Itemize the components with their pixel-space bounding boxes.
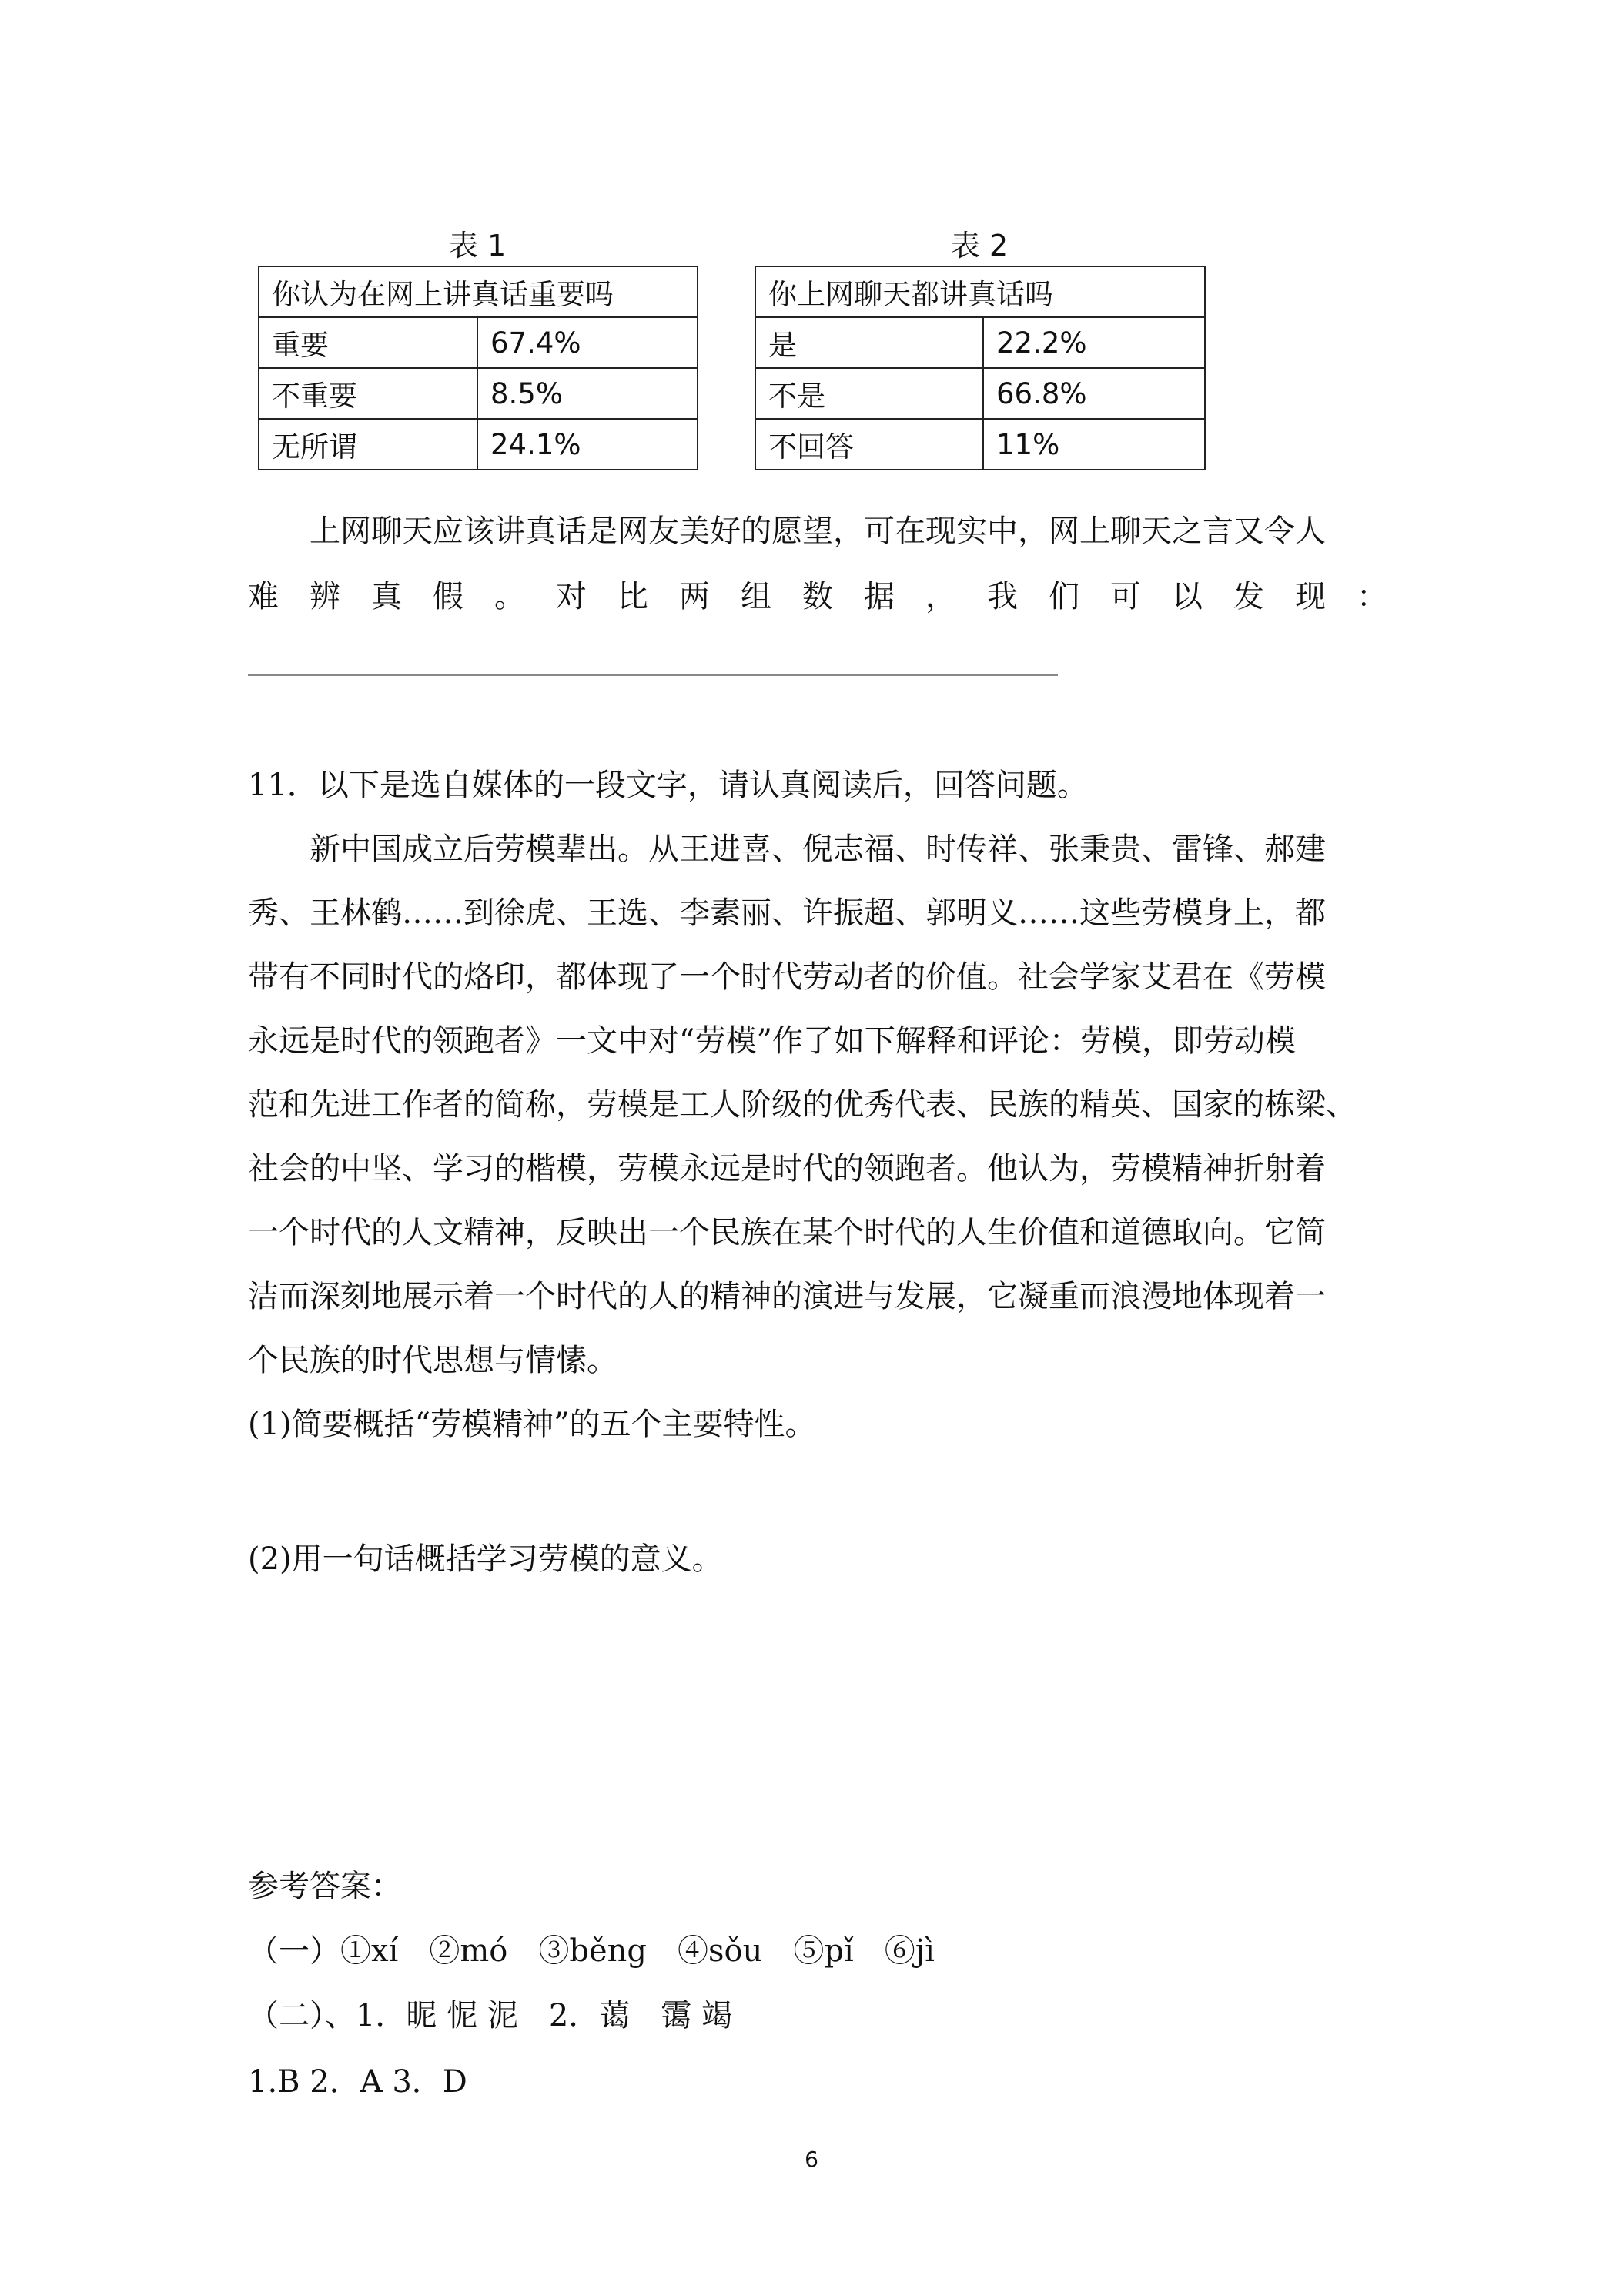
table2-value: 11% [983, 419, 1205, 470]
char: 我 [987, 579, 1018, 614]
table-row [259, 419, 698, 470]
q11-sub1: (1)简要概括“劳模精神”的五个主要特性。 [248, 1407, 816, 1442]
char: 辨 [310, 579, 340, 614]
table2-label: 不是 [755, 368, 983, 419]
answers-line1: （一）①xí ②mó ③běng ④sǒu ⑤pǐ ⑥jì [248, 1933, 935, 1969]
char: 现 [1295, 579, 1326, 614]
char: 据 [864, 579, 895, 614]
table2-value: 22.2% [983, 317, 1205, 368]
table1-label: 无所谓 [259, 419, 477, 470]
char: 难 [248, 579, 279, 614]
table-row [755, 317, 1205, 368]
table2-label: 不回答 [755, 419, 983, 470]
table-row [755, 368, 1205, 419]
char: 。 [494, 579, 525, 614]
char: ： [1357, 579, 1387, 614]
q10-line2 [248, 574, 1387, 620]
q11-line: 新中国成立后劳模辈出。从王进喜、倪志福、时传祥、张秉贵、雷锋、郝建 [310, 832, 1326, 867]
char: 组 [741, 579, 771, 614]
table2-caption: 表 2 [950, 229, 1009, 263]
q11-sub2: (2)用一句话概括学习劳模的意义。 [248, 1541, 723, 1577]
table-row [259, 317, 698, 368]
page-number: 6 [805, 2147, 818, 2172]
char: 两 [679, 579, 710, 614]
q11-line: 洁而深刻地展示着一个时代的人的精神的演进与发展，它凝重而浪漫地体现着一 [248, 1279, 1326, 1314]
table1-value: 24.1% [477, 419, 698, 470]
table1-caption: 表 1 [448, 229, 507, 263]
table2-label: 是 [755, 317, 983, 368]
char: 数 [802, 579, 833, 614]
q11-line: 个民族的时代思想与情愫。 [248, 1343, 617, 1378]
table1-header: 你认为在网上讲真话重要吗 [259, 266, 698, 317]
q10-line1: 上网聊天应该讲真话是网友美好的愿望，可在现实中，网上聊天之言又令人 [310, 514, 1326, 549]
table1 [258, 266, 698, 470]
q11-line: 社会的中坚、学习的楷模，劳模永远是时代的领跑者。他认为，劳模精神折射着 [248, 1151, 1326, 1186]
char: 以 [1172, 579, 1203, 614]
q11-title: 11．以下是选自媒体的一段文字，请认真阅读后，回答问题。 [248, 768, 1088, 803]
char: 可 [1110, 579, 1141, 614]
q11-line: 范和先进工作者的简称，劳模是工人阶级的优秀代表、民族的精英、国家的栋梁、 [248, 1087, 1357, 1123]
char: ， [925, 579, 956, 614]
char: 比 [617, 579, 648, 614]
table1-value: 67.4% [477, 317, 698, 368]
table-row [755, 419, 1205, 470]
char: 假 [433, 579, 463, 614]
table1-label: 重要 [259, 317, 477, 368]
q11-line: 带有不同时代的烙印，都体现了一个时代劳动者的价值。社会学家艾君在《劳模 [248, 959, 1326, 995]
char: 们 [1049, 579, 1079, 614]
q11-line: 秀、王林鹤……到徐虎、王选、李素丽、许振超、郭明义……这些劳模身上，都 [248, 895, 1326, 931]
answers-line2: （二）、1．昵 怩 泥 2．蔼 霭 竭 [248, 1998, 733, 2033]
char: 发 [1233, 579, 1264, 614]
table2-value: 66.8% [983, 368, 1205, 419]
q11-line: 一个时代的人文精神，反映出一个民族在某个时代的人生价值和道德取向。它简 [248, 1215, 1326, 1250]
char: 真 [371, 579, 402, 614]
answers-title: 参考答案： [248, 1869, 402, 1904]
answer-blank-line [248, 674, 1058, 676]
table-row [259, 368, 698, 419]
table2-header: 你上网聊天都讲真话吗 [755, 266, 1205, 317]
table1-label: 不重要 [259, 368, 477, 419]
char: 对 [556, 579, 587, 614]
table1-value: 8.5% [477, 368, 698, 419]
q11-line: 永远是时代的领跑者》一文中对“劳模”作了如下解释和评论：劳模，即劳动模 [248, 1023, 1296, 1059]
table2 [755, 266, 1206, 470]
answers-line3: 1.B 2．A 3．D [248, 2064, 467, 2100]
